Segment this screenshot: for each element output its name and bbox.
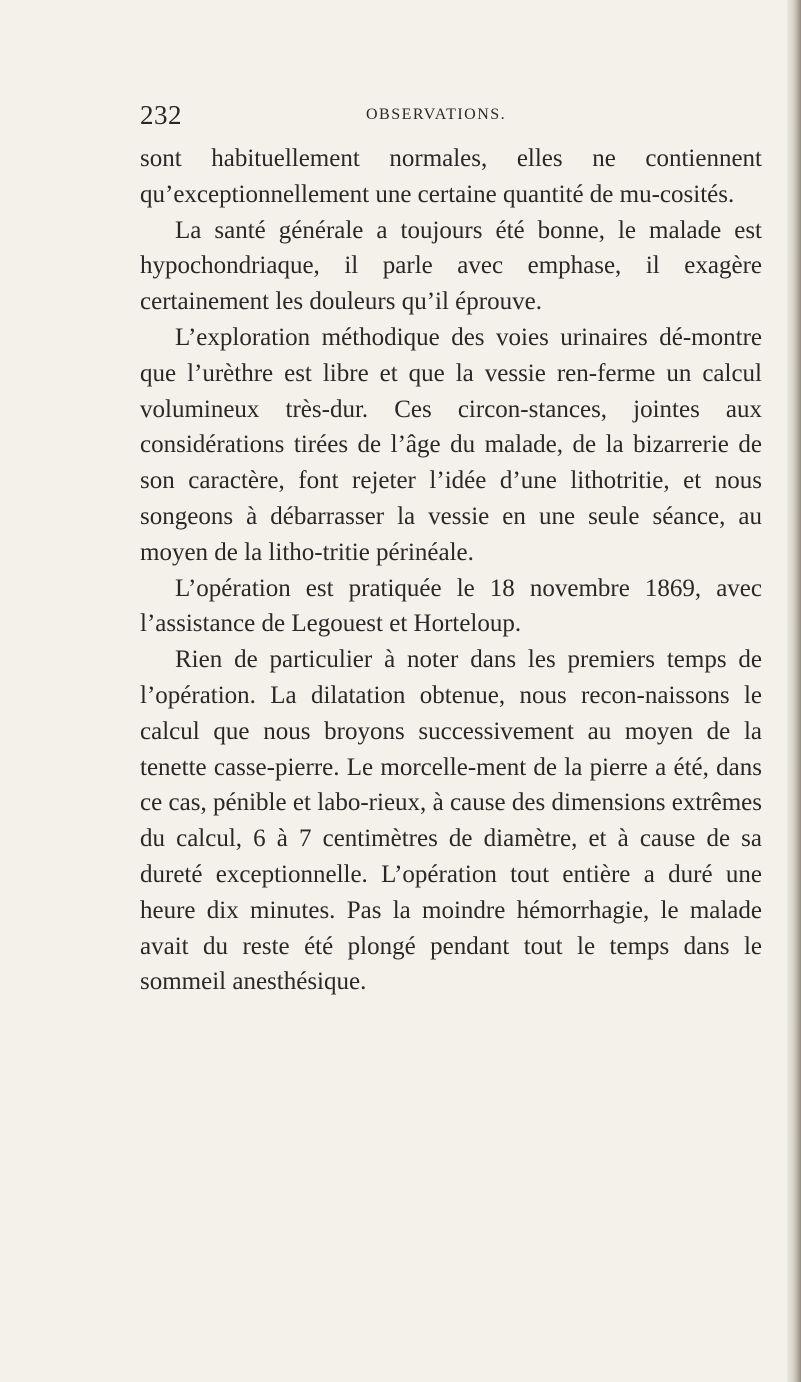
paragraph-3: L’exploration méthodique des voies urinaires dé-montre que l’urèthre est libre et que la vessie ren-ferme un calcul volumineux très-dur. Ces circon-stances, jointes aux considérations tirées de l’âge du malade, de la bizarrerie de son caractère, font rejeter l’idée d’une lithotritie, et nous songeons à débarrasser la vessie en une seule séance, au moyen de la litho-tritie périnéale.: [140, 323, 762, 566]
page-edge-shadow: [787, 0, 801, 1382]
page-number: 232: [140, 100, 182, 130]
running-head: OBSERVATIONS.: [366, 106, 507, 123]
paragraph-5: Rien de particulier à noter dans les premiers temps de l’opération. La dilatation obtenue, nous recon-naissons le calcul que nous broyons successivement au moyen de la tenette casse-pierre. Le morcelle-ment de la pierre a été, dans ce cas, pénible et labo-rieux, à cause des dimensions extrêmes du calcul, 6 à 7 centimètres de diamètre, et à cause de sa dureté exceptionnelle. L’opération tout entière a duré une heure dix minutes. Pas la moindre hémorrhagie, le malade avait du reste été plongé pendant tout le temps dans le sommeil anesthésique.: [140, 646, 762, 996]
paragraph-1: sont habituellement normales, elles ne contiennent qu’exceptionnellement une certaine quantité de mu-cosités.: [140, 145, 762, 208]
paragraph-2: La santé générale a toujours été bonne, le malade est hypochondriaque, il parle avec emphase, il exagère certainement les douleurs qu’il éprouve.: [140, 216, 762, 316]
paragraph-4: L’opération est pratiquée le 18 novembre 1869, avec l’assistance de Legouest et Horteloup.: [140, 574, 762, 638]
page-header: [140, 100, 760, 140]
body-text: [140, 141, 762, 1000]
